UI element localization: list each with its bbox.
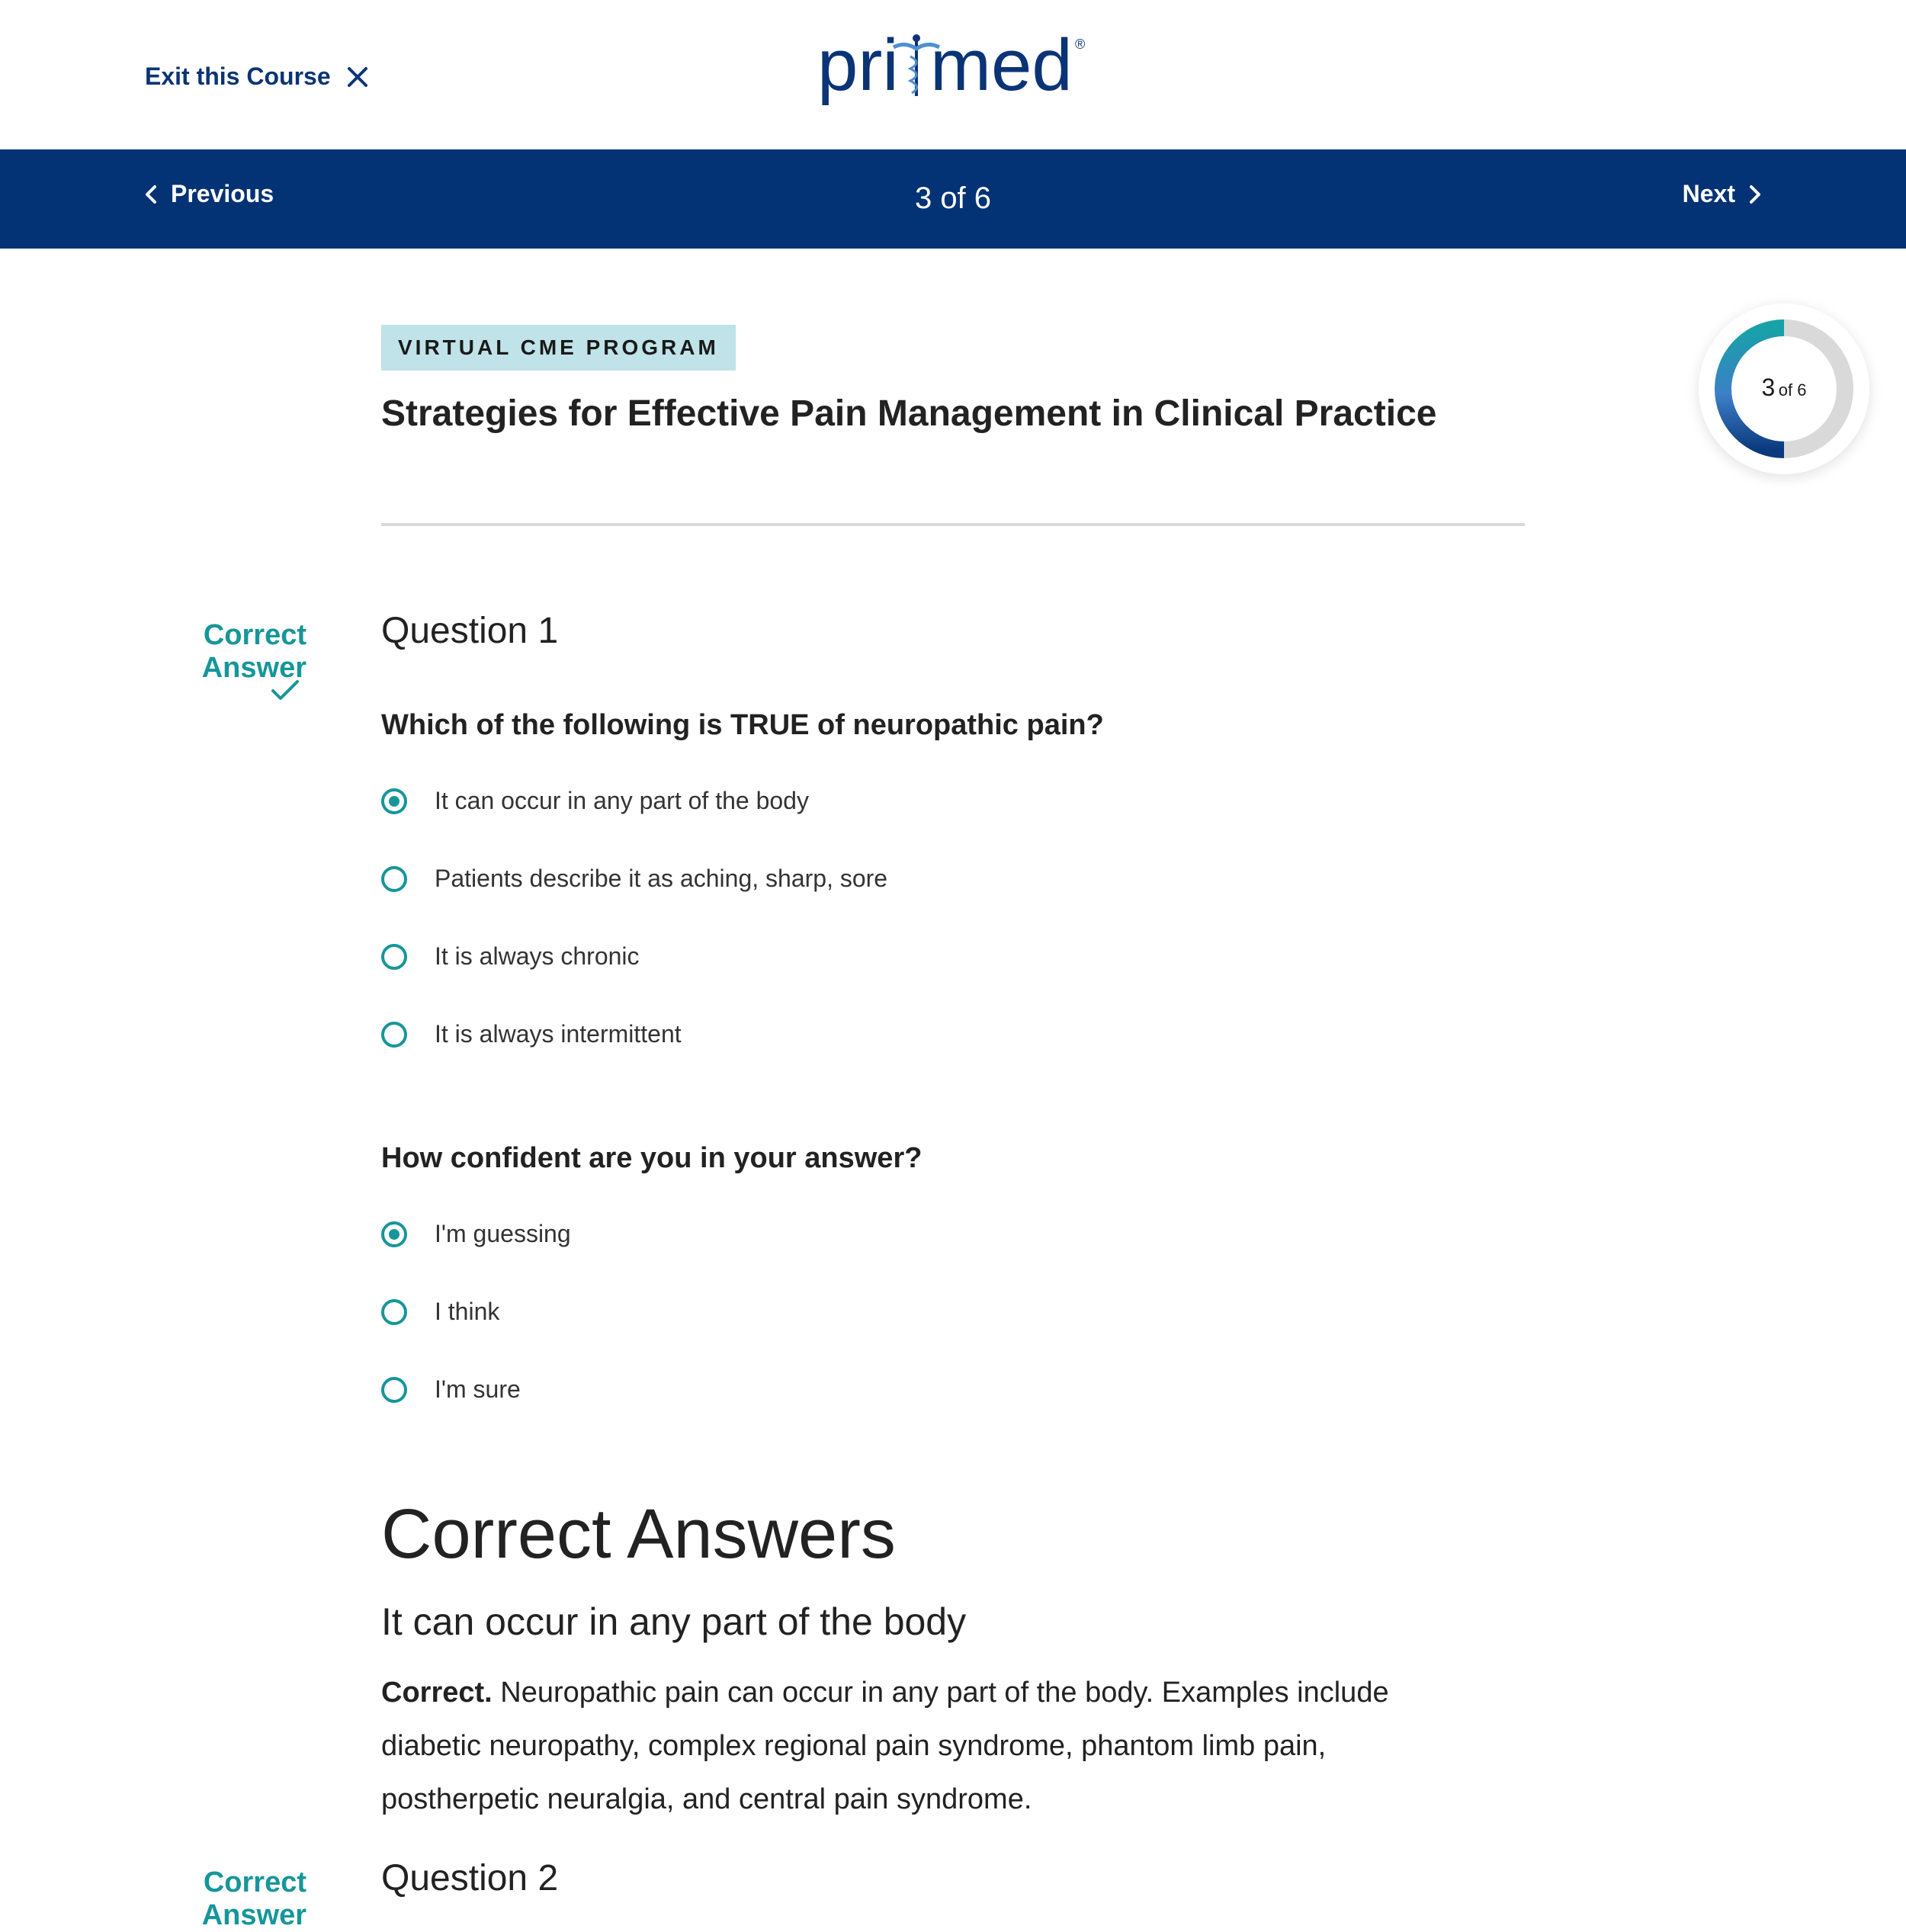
- question-1-heading: Question 1: [381, 611, 559, 651]
- page-position: 3 of 6: [914, 181, 992, 215]
- close-icon: [346, 66, 369, 88]
- confidence-option-label: I'm guessing: [435, 1220, 571, 1247]
- question-1-prompt: Which of the following is TRUE of neuropathic pain?: [381, 709, 1104, 741]
- confidence-option[interactable]: [381, 1220, 571, 1248]
- svg-text:med: med: [930, 30, 1073, 106]
- radio-button[interactable]: [381, 866, 407, 892]
- chevron-right-icon: [1749, 185, 1761, 204]
- registered-mark: ®: [1075, 37, 1086, 52]
- previous-label: Previous: [171, 180, 274, 207]
- correct-answer-title: It can occur in any part of the body: [381, 1600, 967, 1643]
- check-icon: [270, 679, 300, 703]
- confidence-option-label: I think: [435, 1298, 500, 1325]
- answer-option[interactable]: [381, 787, 809, 815]
- radio-button[interactable]: [381, 944, 407, 970]
- progress-label: [1699, 374, 1869, 402]
- answer-option-label: It is always chronic: [435, 942, 640, 970]
- next-label: Next: [1682, 180, 1735, 207]
- divider: [381, 523, 1525, 526]
- explanation-body: Neuropathic pain can occur in any part of the body. Examples include diabetic neuropathy, complex regional pain syndrome, phantom limb pain, postherpetic neuralgia, and central pain syndrome.: [381, 1677, 1389, 1815]
- radio-button[interactable]: [381, 1299, 407, 1325]
- next-button[interactable]: [1683, 180, 1761, 208]
- radio-button[interactable]: [381, 1377, 407, 1403]
- confidence-option[interactable]: [381, 1298, 499, 1326]
- correct-answers-heading: Correct Answers: [381, 1495, 896, 1573]
- question-2-heading: Question 2: [381, 1858, 559, 1898]
- answer-option-label: It can occur in any part of the body: [435, 787, 809, 814]
- radio-button[interactable]: [381, 1221, 407, 1247]
- answer-option-label: Patients describe it as aching, sharp, sore: [435, 865, 888, 892]
- exit-course-label: Exit this Course: [145, 63, 331, 90]
- answer-option-label: It is always intermittent: [435, 1020, 682, 1048]
- exit-course-link[interactable]: [145, 63, 369, 91]
- confidence-option-label: I'm sure: [435, 1375, 521, 1403]
- progress-ring: [1699, 303, 1869, 474]
- progress-current: 3: [1761, 374, 1776, 401]
- confidence-prompt: How confident are you in your answer?: [381, 1142, 923, 1174]
- radio-button[interactable]: [381, 1022, 407, 1048]
- top-bar: [0, 0, 1906, 149]
- pager-bar: [0, 149, 1906, 249]
- radio-button[interactable]: [381, 788, 407, 814]
- question-1-status: Correct Answer: [201, 619, 306, 684]
- answer-explanation: [381, 1666, 1479, 1826]
- course-title: Strategies for Effective Pain Management in Clinical Practice: [381, 393, 1437, 434]
- question-2-status: Correct Answer: [201, 1866, 306, 1931]
- caduceus-logo-icon: [817, 30, 1092, 114]
- primed-logo[interactable]: [817, 30, 1092, 114]
- answer-option[interactable]: [381, 1020, 682, 1048]
- answer-option[interactable]: [381, 942, 640, 971]
- confidence-option[interactable]: [381, 1375, 521, 1404]
- program-badge: VIRTUAL CME PROGRAM: [381, 325, 736, 371]
- progress-total: of 6: [1778, 380, 1807, 400]
- explanation-lead: Correct.: [381, 1677, 493, 1709]
- svg-text:pri: pri: [817, 30, 899, 106]
- answer-option[interactable]: [381, 865, 887, 893]
